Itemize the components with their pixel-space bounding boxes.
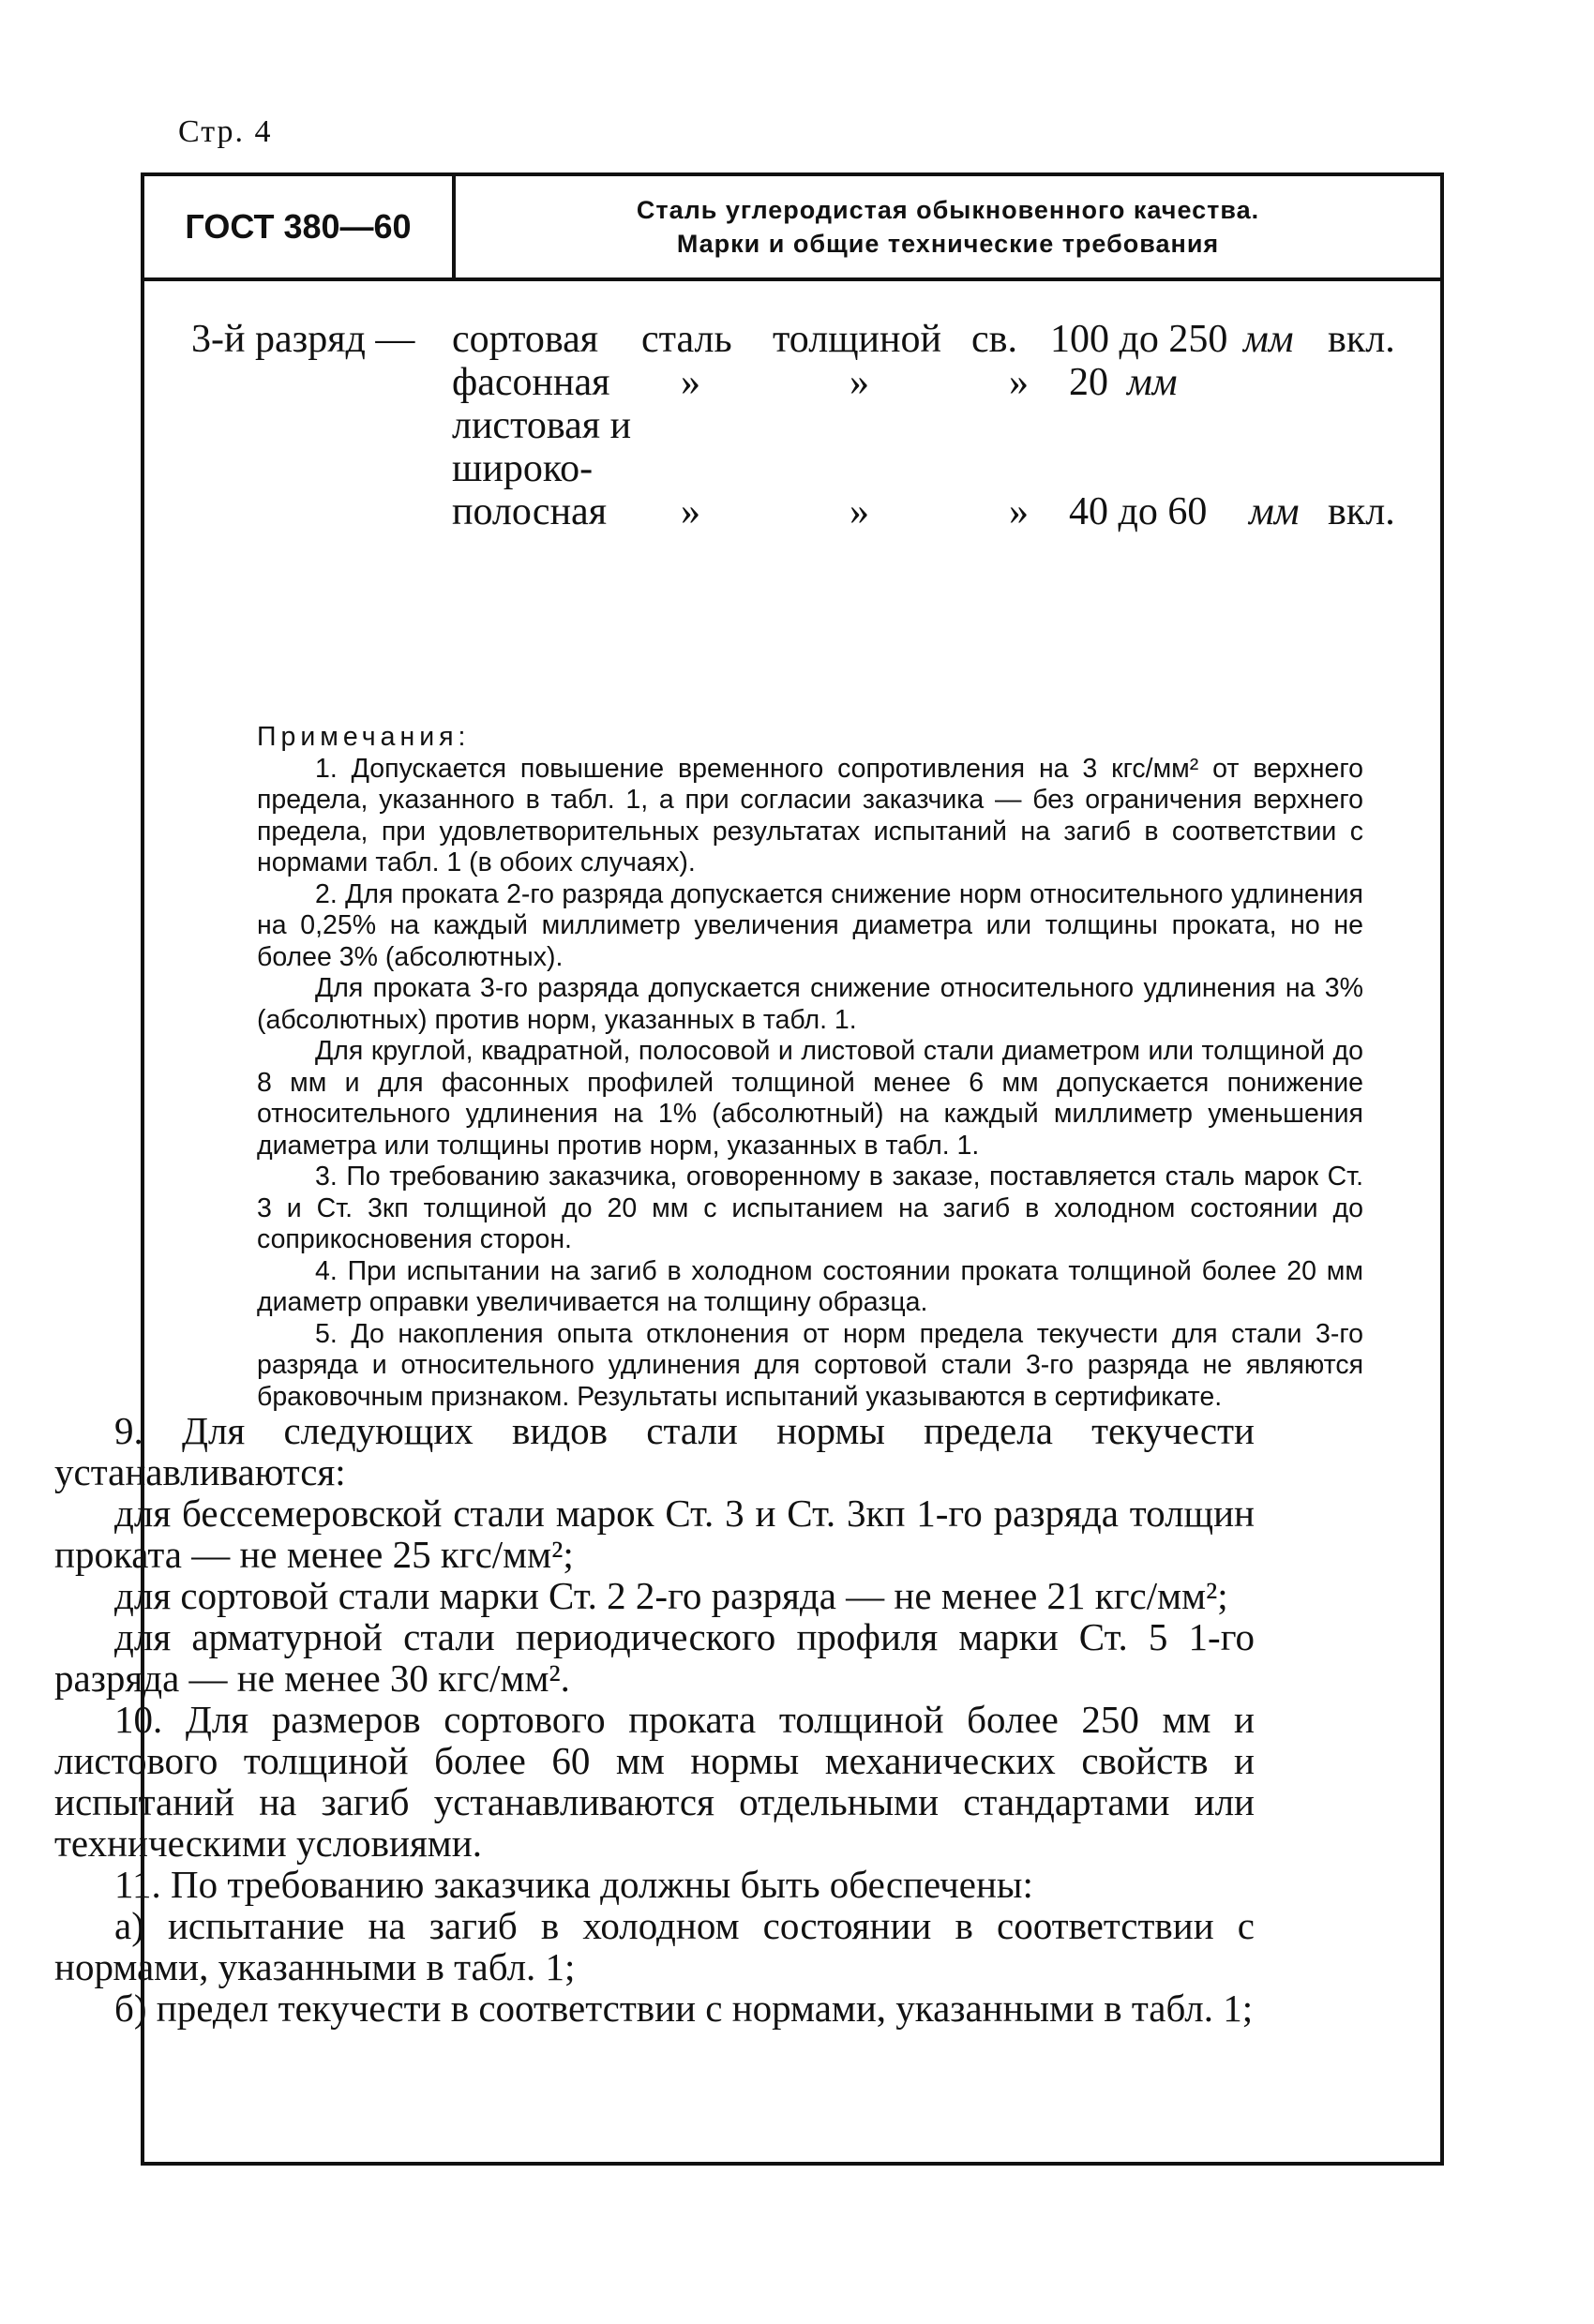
standard-header — [144, 176, 1440, 281]
grade-unit-1: мм — [1243, 318, 1294, 361]
clause-9-section: для сортовой стали марки Ст. 2 2-го разряда — не менее 21 кгс/мм²; — [114, 1574, 1228, 1617]
note-3: 3. По требованию заказчика, оговоренному в заказе, поставляется сталь марок Ст. 3 и Ст. 3кп толщиной до 20 мм с испытанием на загиб в холодном состоянии до соприкосновения сторон. — [257, 1162, 1363, 1254]
page-number: Стр. 4 — [178, 114, 273, 149]
grade-ditto-5a: » — [681, 490, 700, 533]
note-2-thin: Для круглой, квадратной, полосовой и листовой стали диаметром или толщиной до 8 мм и для фасонных профилей толщиной менее 6 мм допускается понижение относительного удлинения на 1% (абсолютный) на каждый миллиметр уменьшения диаметра или толщины против норм, указанных в табл. 1. — [257, 1036, 1363, 1161]
grade-ditto-5c: » — [1009, 490, 1029, 533]
standard-title-line-1: Сталь углеродистая обыкновенного качества. — [636, 196, 1260, 224]
grade-unit-2: мм — [1127, 361, 1178, 404]
grade-suffix-5: вкл. — [1328, 490, 1395, 533]
clause-11: 11. По требованию заказчика должны быть обеспечены: — [114, 1863, 1033, 1906]
grade-ditto-2b: » — [850, 361, 869, 404]
clause-10: 10. Для размеров сортового проката толщиной более 250 мм и листового толщиной более 60 мм нормы механических свойств и испытаний на загиб устанавливаются отдельными стандартами или техническими условиями. — [54, 1698, 1255, 1865]
standard-code: ГОСТ 380—60 — [144, 176, 456, 277]
notes-section — [257, 722, 1363, 1413]
note-2: 2. Для проката 2-го разряда допускается снижение норм относительного удлинения на 0,25% на каждый миллиметр увеличения диаметра или толщины проката, но не более 3% (абсолютных). — [257, 878, 1363, 972]
note-4: 4. При испытании на загиб в холодном состоянии проката толщиной более 20 мм диаметр оправки увеличивается на толщину образца. — [257, 1255, 1363, 1317]
grade-kind-2: фасонная — [452, 361, 610, 404]
clause-11-b: б) предел текучести в соответствии с нормами, указанными в табл. 1; — [114, 1987, 1254, 2030]
note-1: 1. Допускается повышение временного сопротивления на 3 кгс/мм² от верхнего предела, указанного в табл. 1, а при согласии заказчика — без ограничения верхнего предела, при удовлетворительных результатах испытаний на загиб в соответствии с нормами табл. 1 (в обоих случаях). — [257, 753, 1363, 877]
standard-title-line-2: Марки и общие технические требования — [676, 230, 1220, 258]
grade-value-2: 20 — [1069, 361, 1108, 404]
grade-kind-5: полосная — [452, 490, 608, 533]
clause-11-a: а) испытание на загиб в холодном состоянии в соответствии с нормами, указанными в табл. 1; — [54, 1904, 1255, 1988]
main-text — [54, 1410, 1255, 2029]
grade-ditto-2a: » — [681, 361, 700, 404]
grade-kind-1: сортовая — [452, 318, 599, 361]
notes-title: Примечания: — [257, 722, 471, 752]
grade-param-1: толщиной — [773, 318, 941, 361]
grade-ditto-2c: » — [1009, 361, 1029, 404]
note-2-grade3: Для проката 3-го разряда допускается снижение относительного удлинения на 3% (абсолютных) против норм, указанных в табл. 1. — [257, 973, 1363, 1035]
grade-suffix-1: вкл. — [1328, 318, 1395, 361]
grade-value-5: 40 до 60 — [1069, 490, 1208, 533]
clause-9-bessemer: для бессемеровской стали марок Ст. 3 и Ст. 3кп 1-го разряда толщин проката — не менее 25 кгс/мм²; — [54, 1492, 1255, 1576]
standard-title — [456, 176, 1440, 277]
clause-9-rebar: для арматурной стали периодического профиля марки Ст. 5 1-го разряда — не менее 30 кгс/мм². — [54, 1615, 1255, 1700]
note-5: 5. До накопления опыта отклонения от норм предела текучести для стали 3-го разряда и относительного удлинения для сортовой стали 3-го разряда не являются браковочным признаком. Результаты испытаний указываются в сертификате. — [257, 1318, 1363, 1412]
grade-prefix-1: св. — [971, 318, 1017, 361]
grade-kind-3: листовая и — [452, 404, 632, 447]
grade-label: 3-й разряд — — [191, 318, 415, 361]
grade-kind-4: широко- — [452, 447, 594, 490]
clause-9: 9. Для следующих видов стали нормы предела текучести устанавливаются: — [54, 1409, 1255, 1493]
grade-ditto-5b: » — [850, 490, 869, 533]
grade-value-1: 100 до 250 — [1050, 318, 1228, 361]
grade-unit-5: мм — [1249, 490, 1300, 533]
grade-word-1: сталь — [641, 318, 732, 361]
